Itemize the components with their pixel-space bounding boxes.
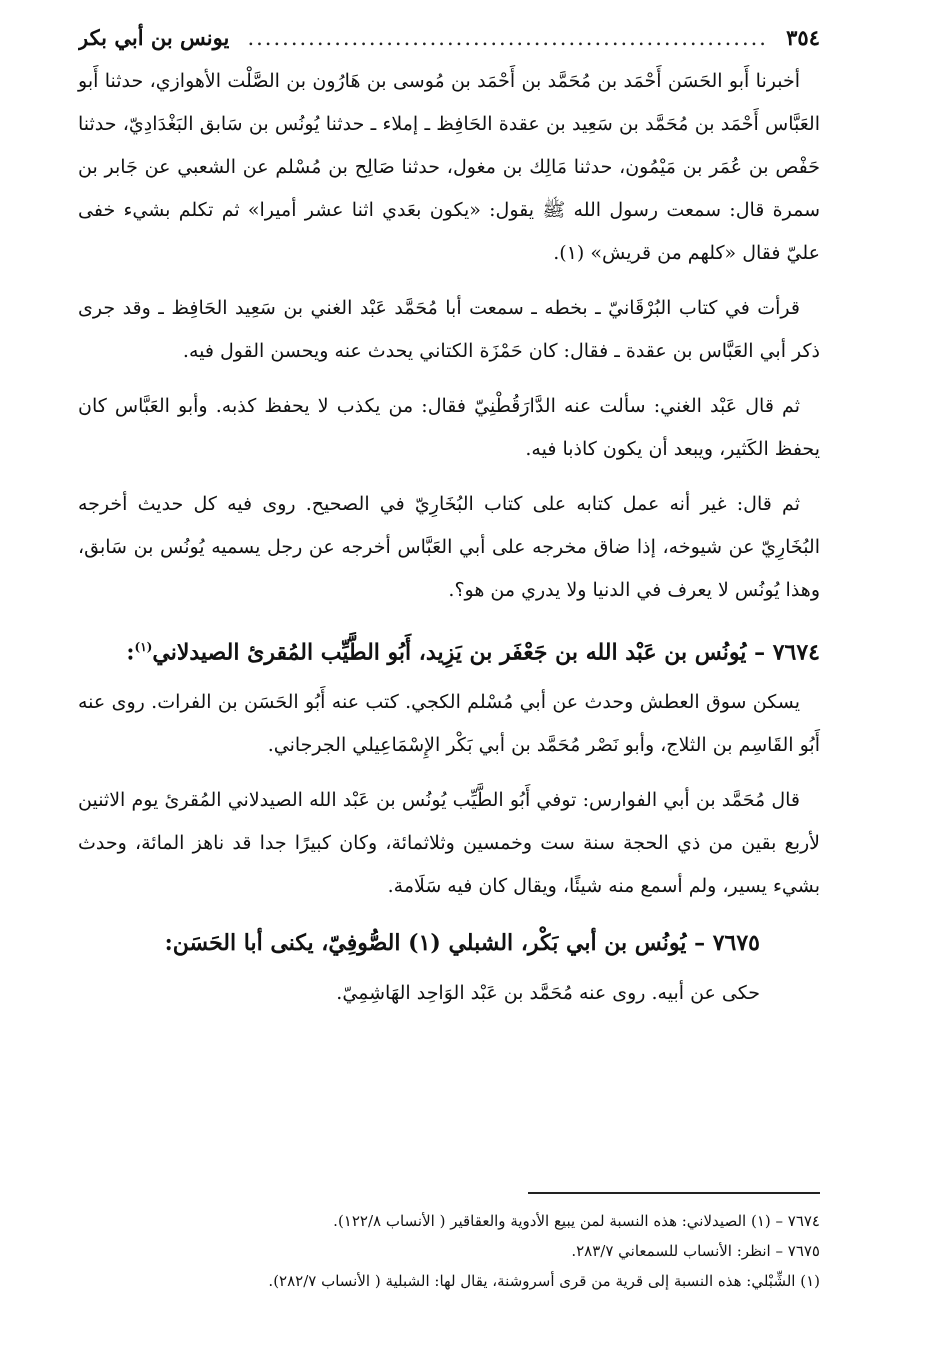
paragraph-entry-7675-body: حكى عن أبيه. روى عنه مُحَمَّد بن عَبْد الوَاحِد الهَاشِمِيّ. <box>336 982 760 1005</box>
footnote-item: ٧٦٧٥ – انظر: الأنساب للسمعاني ٢٨٣/٧. <box>571 1242 820 1260</box>
paragraph-bukhari: ثم قال: غير أنه عمل كتابه على كتاب البُخَارِيّ في الصحيح. روى فيه كل حديث أخرجه البُخَارِيّ عن شيوخه، إذا ضاق مخرجه على أبي العَبَّاس أخرجه عن رجل يسميه يُونُس بن سَابق، وهذا يُونُس لا يعرف في الدنيا ولا يدري من هو؟. <box>78 493 820 601</box>
footnote-item: (١) الشِّبْلي: هذه النسبة إلى قرية من قرى أسروشنة، يقال لها: الشبلية ( الأنساب ٢٨٢/٧). <box>268 1272 820 1290</box>
footnote-marker: (١) <box>134 640 153 654</box>
footnote-item: ٧٦٧٤ – (١) الصيدلاني: هذه النسبة لمن يبيع الأدوية والعقاقير ( الأنساب ١٢٢/٨). <box>333 1212 820 1230</box>
entry-heading-7675: ٧٦٧٥ – يُونُس بن أبي بَكْر، الشبلي (١) الصُّوفِيّ، يكنى أبا الحَسَن: <box>164 930 760 957</box>
running-title: يونس بن أبي بكر <box>78 25 230 50</box>
entry-title-7674: ٧٦٧٤ – يُونُس بن عَبْد الله بن جَعْفَر بن يَزِيد، أَبُو الطَّيِّب المُقرئ الصيدلاني <box>152 639 820 666</box>
footnotes <box>78 1206 820 1296</box>
entry-colon: : <box>126 639 135 666</box>
paragraph-entry-7674-death: قال مُحَمَّد بن أبي الفوارس: توفي أَبُو الطَّيِّب يُونُس بن عَبْد الله الصيدلاني المُقرئ يوم الاثنين لأربع بقين من ذي الحجة سنة ست وخمسين وثلاثمائة، وكان كبيرًا جدا قد ناهز المائة، وحدث بشيء يسير، ولم أسمع منه شيئًا، ويقال كان فيه سَلَامة. <box>78 789 820 898</box>
paragraph-burqani: قرأت في كتاب البُرْقَانيّ ـ بخطه ـ سمعت أبا مُحَمَّد عَبْد الغني بن سَعِيد الحَافِظ ـ وقد جرى ذكر أبي العَبَّاس بن عقدة ـ فقال: كان حَمْزَة الكتاني يحدث عنه ويحسن القول فيه. <box>78 297 820 362</box>
paragraph-daraqutni: ثم قال عَبْد الغني: سألت عنه الدَّارَقُطْنِيّ فقال: من يكذب لا يحفظ كذبه. وأبو العَبَّاس كان يحفظ الكَثير، ويبعد أن يكون كاذبا فيه. <box>78 395 820 460</box>
page-body <box>78 20 820 1027</box>
page-number: ٣٥٤ <box>786 25 820 50</box>
footnote-divider <box>528 1192 820 1194</box>
page-header <box>78 20 820 60</box>
entry-heading-7674 <box>78 624 820 675</box>
paragraph-isnad: أخبرنا أَبو الحَسَن أَحْمَد بن مُحَمَّد بن أَحْمَد بن مُوسى بن هَارُون بن الصَّلْت الأهوازي، حدثنا أَبو العَبَّاس أَحْمَد بن مُحَمَّد بن سَعِيد بن عقدة الحَافِظ ـ إملاء ـ حدثنا يُونُس بن سَابق البَغْدَادِيّ، حدثنا حَفْص بن عُمَر بن مَيْمُون، حدثنا مَالِك بن مغول، حدثنا صَالِح بن مُسْلم عن الشعبي عن جَابر بن سمرة قال: سمعت رسول الله ﷺ يقول: «يكون بعَدي اثنا عشر أميرا» ثم تكلم بشيء خفى عليّ فقال «كلهم من قريش» (١). <box>78 70 820 264</box>
header-leader-dots: ............................................................ <box>247 26 768 50</box>
paragraph-entry-7674-body: يسكن سوق العطش وحدث عن أبي مُسْلم الكجي. كتب عنه أَبُو الحَسَن بن الفرات. روى عنه أَبُو القَاسِم بن الثلاج، وأبو نَصْر مُحَمَّد بن أبي بَكْر الإِسْمَاعِيلي الجرجاني. <box>78 691 820 757</box>
